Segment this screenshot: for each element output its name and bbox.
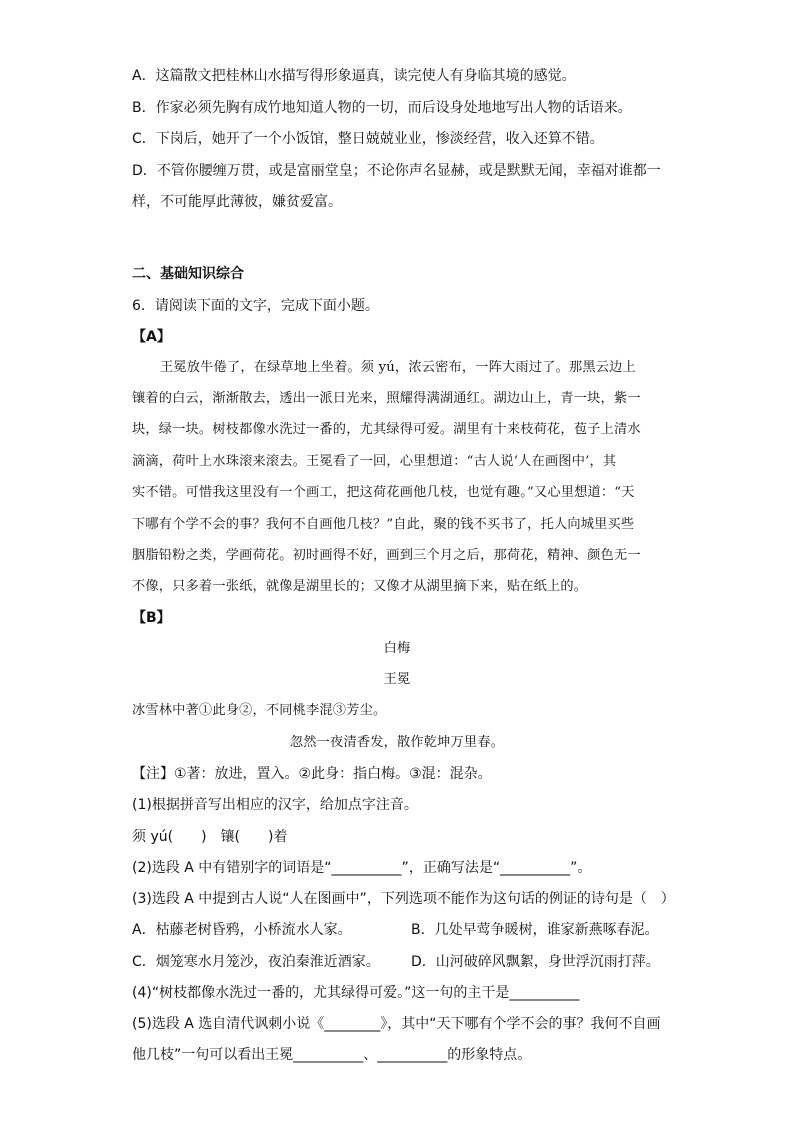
- passage-a-line: 王冕放牛倦了，在绿草地上坐着。须 yú，浓云密布，一阵大雨过了。那黑云边上: [160, 360, 636, 375]
- question-5: (5)选段 A 选自清代讽刺小说《________》，其中“天下哪有个学不会的事？我何不自画: [132, 1016, 661, 1032]
- question-3: (3)选段 A 中提到古人说“人在图画中”，下列选项不能作为这句话的例证的诗句是（ ）: [132, 891, 675, 907]
- question-1: (1)根据拼音写出相应的汉字，给加点字注音。: [132, 797, 418, 813]
- label-b: 【B】: [132, 610, 171, 626]
- passage-a-line: 滴滴，荷叶上水珠滚来滚去。王冕看了一回，心里想道：“古人说‘人在画图中’，其: [132, 454, 617, 469]
- option-a: A．这篇散文把桂林山水描写得形象逼真，读完使人有身临其境的感觉。: [132, 68, 576, 84]
- question-5-continued: 他几枝”一句可以看出王冕__________、__________的形象特点。: [132, 1047, 532, 1063]
- option-c: C．下岗后，她开了一个小饭馆，整日兢兢业业，惨淡经营，收入还算不错。: [132, 131, 604, 147]
- option-d: D．不管你腰缠万贯，或是富丽堂皇；不论你声名显赫，或是默默无闻，幸福对谁都一: [132, 163, 661, 179]
- note: 【注】①著：放进，置入。②此身：指白梅。③混：混杂。: [132, 766, 492, 782]
- option-b: B．作家必须先胸有成竹地知道人物的一切，而后设身处地地写出人物的话语来。: [132, 100, 632, 116]
- question-3-option-d: D．山河破碎风飘絮，身世浮沉雨打萍。: [411, 954, 660, 970]
- question-3-option-c: C．烟笼寒水月笼沙，夜泊秦淮近酒家。: [132, 954, 380, 970]
- question-3-option-b: B．几处早莺争暖树，谁家新燕啄春泥。: [411, 922, 659, 938]
- option-d-continued: 样，不可能厚此薄彼，嫌贫爱富。: [132, 194, 342, 210]
- passage-a-line: 下哪有个学不会的事？我何不自画他几枝？”自此，聚的钱不买书了，托人向城里买些: [132, 517, 635, 532]
- passage-a-line: 胭脂铅粉之类，学画荷花。初时画得不好，画到三个月之后，那荷花，精神、颜色无一: [132, 548, 641, 563]
- question-1-blanks: 须 yú( ) 镶( )着: [132, 829, 288, 845]
- question-2: (2)选段 A 中有错别字的词语是“__________”，正确写法是“__________”。: [132, 860, 592, 876]
- poem-line-1: 冰雪林中著①此身②，不同桃李混③芳尘。: [132, 703, 387, 718]
- poem-line-2: 忽然一夜清香发，散作乾坤万里春。: [289, 735, 505, 750]
- passage-a-line: 实不错。可惜我这里没有一个画工，把这荷花画他几枝，也觉有趣。”又心里想道：“天: [132, 485, 635, 500]
- passage-a-line: 镶着的白云，渐渐散去，透出一派日光来，照耀得满湖通红。湖边山上，青一块，紫一: [132, 391, 641, 406]
- passage-a-line: 不像，只多着一张纸，就像是湖里长的；又像才从湖里摘下来，贴在纸上的。: [132, 579, 588, 594]
- passage-a-line: 块，绿一块。树枝都像水洗过一番的，尤其绿得可爱。湖里有十来枝荷花，苞子上清水: [132, 422, 641, 437]
- question-intro: 6．请阅读下面的文字，完成下面小题。: [132, 298, 379, 314]
- poem-author: 王冕: [383, 672, 411, 687]
- question-4: (4)“树枝都像水洗过一番的，尤其绿得可爱。”这一句的主干是__________: [132, 985, 580, 1001]
- label-a: 【A】: [132, 329, 171, 345]
- question-3-option-a: A．枯藤老树昏鸦，小桥流水人家。: [132, 922, 352, 938]
- poem-title: 白梅: [383, 641, 411, 656]
- section-title: 二、基础知识综合: [132, 266, 244, 282]
